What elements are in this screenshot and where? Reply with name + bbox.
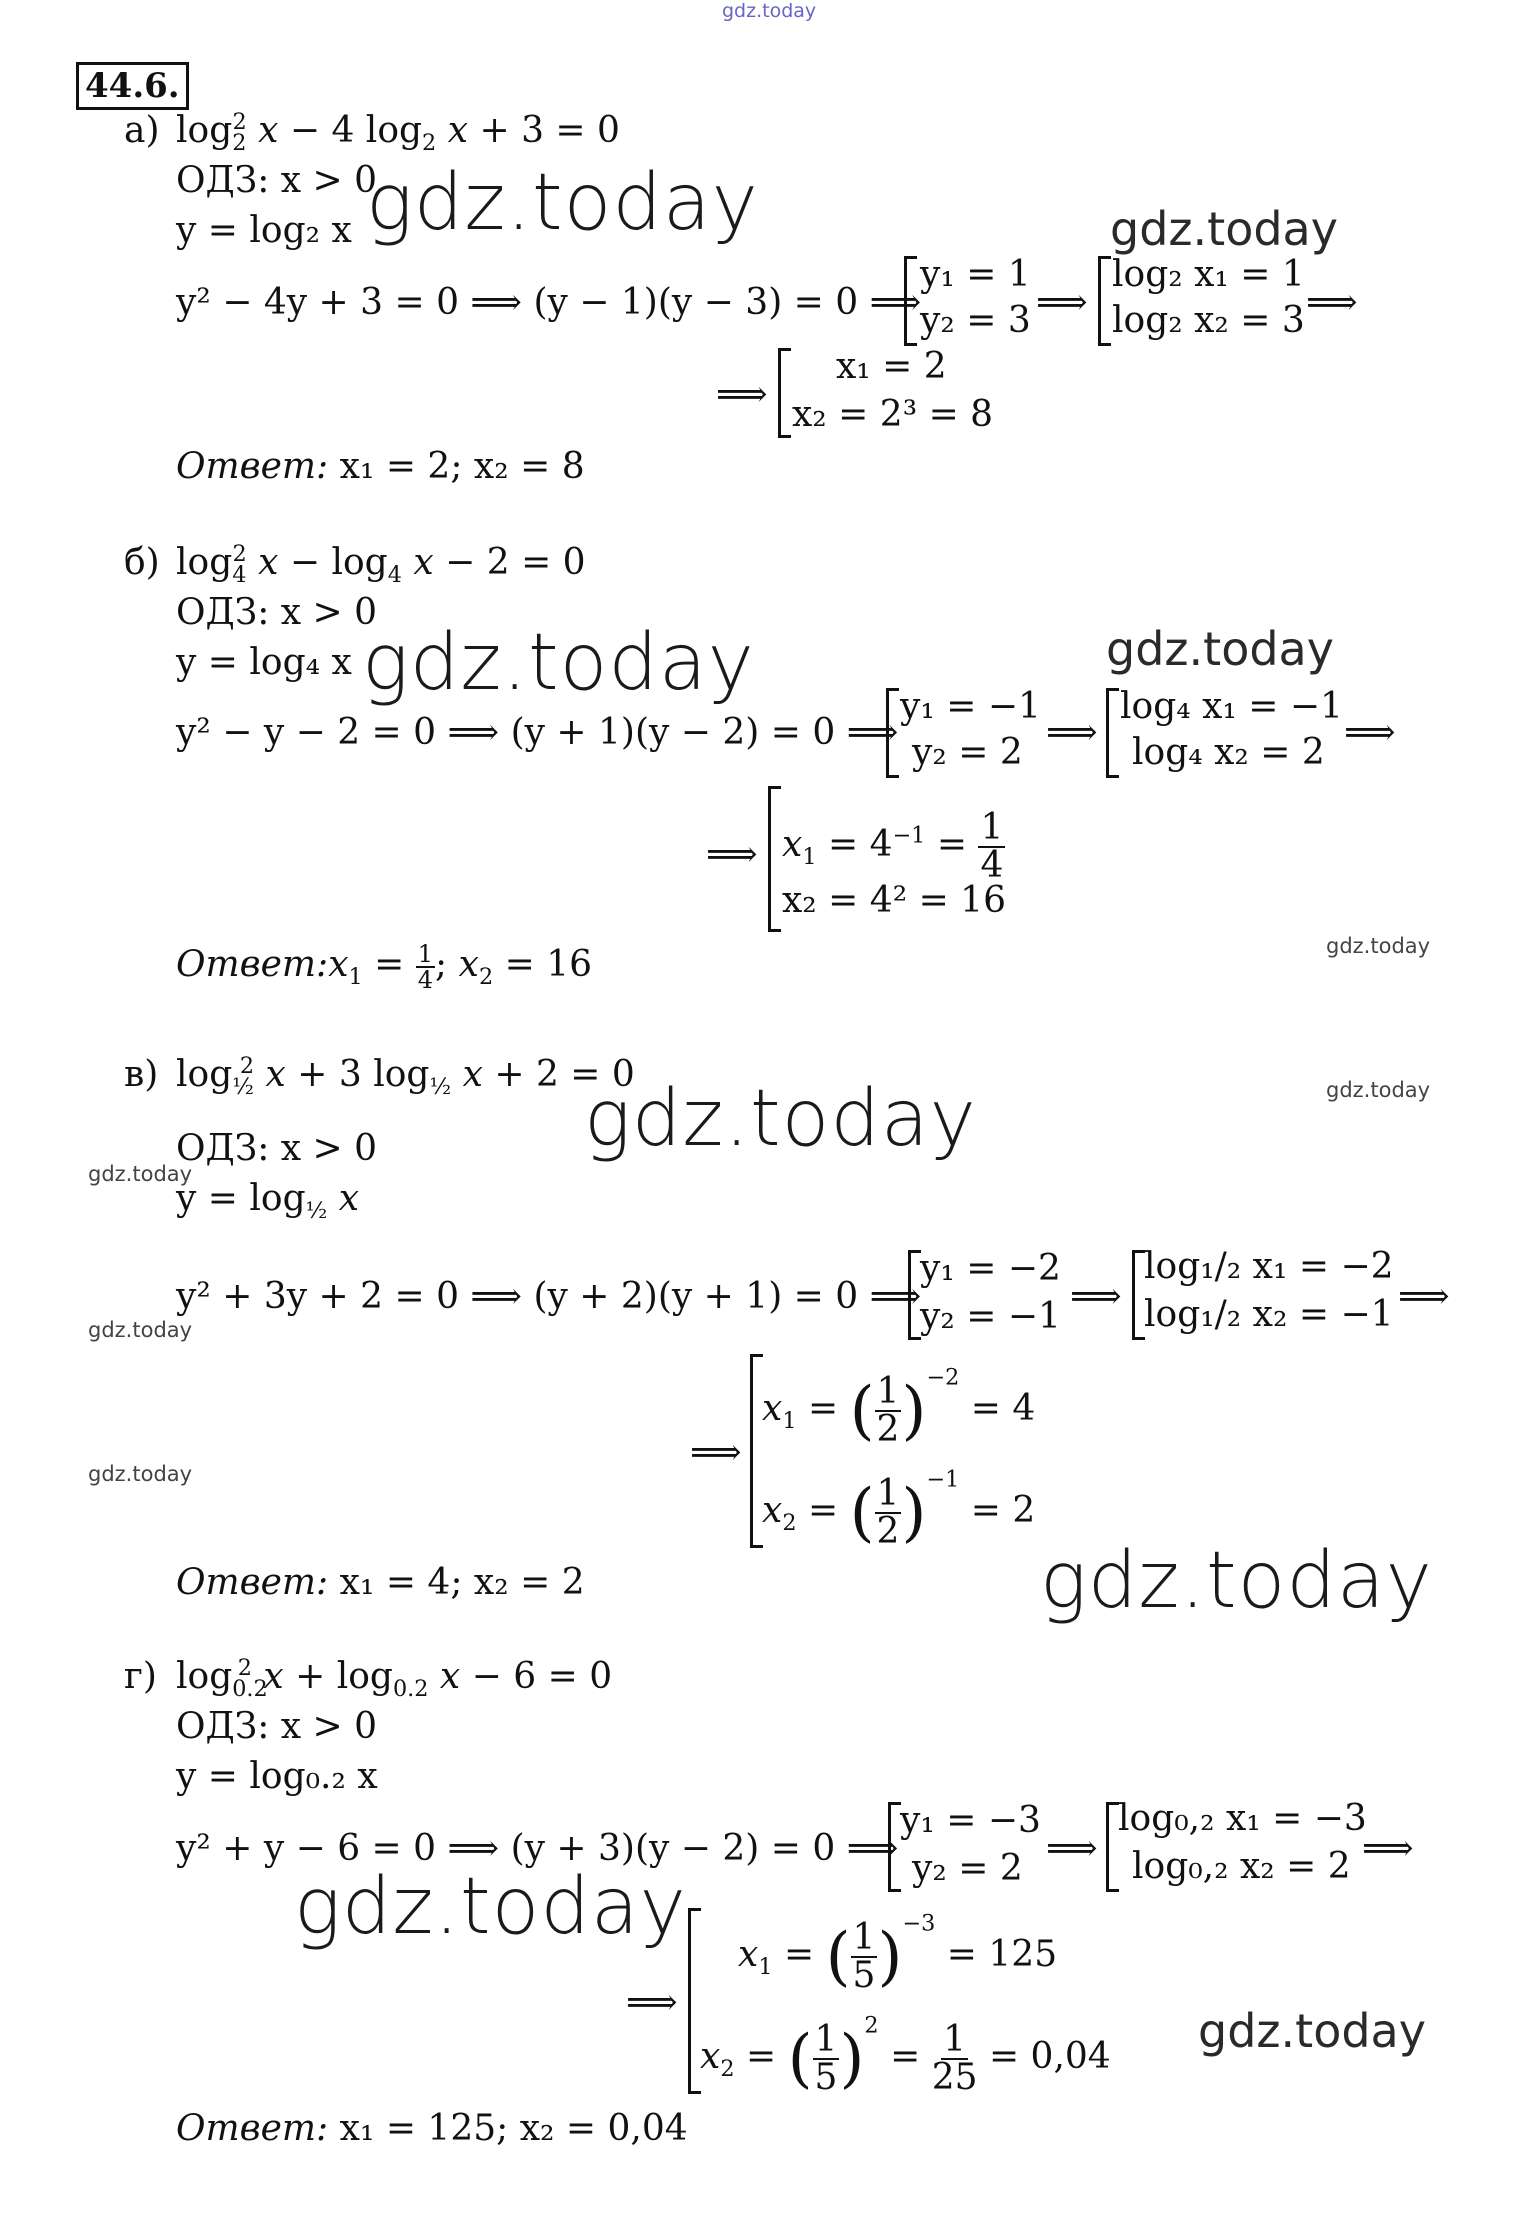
part-v-answer: Ответ: x₁ = 4; x₂ = 2 [176, 1562, 585, 1603]
part-a-answer: Ответ: x₁ = 2; x₂ = 8 [176, 446, 585, 487]
part-a-equation: $\log_2^2 x - 4$ $\log_2 x + 3 = 0$ [176, 108, 620, 156]
watermark-large-5: gdz.today [294, 1862, 687, 1952]
part-a-bracket-2 [1098, 256, 1111, 346]
part-b-odz: ОДЗ: x > 0 [176, 592, 378, 633]
part-b-sys3-r2: x₂ = 4² = 16 [782, 880, 1006, 921]
part-a-implies: ⟹ [1036, 282, 1088, 323]
part-g-answer: Ответ: x₁ = 125; x₂ = 0,04 [176, 2108, 688, 2149]
watermark-large-2: gdz.today [362, 618, 755, 708]
part-g-implies-3: ⟹ [626, 1982, 678, 2023]
part-a-odz: ОДЗ: x > 0 [176, 160, 378, 201]
part-g-sys2-r1: log₀,₂ x₁ = −3 [1118, 1798, 1367, 1839]
part-b-bracket-2 [1106, 688, 1119, 778]
part-a-implies-2: ⟹ [1306, 282, 1358, 323]
part-v-implies: ⟹ [1070, 1276, 1122, 1317]
problem-number: 44.6. [76, 62, 189, 110]
part-g-equation: $\log_{0.2}^2 x + \log_{0.2} x - 6 = 0$ [176, 1654, 613, 1702]
part-b-sys1-r1: y₁ = −1 [900, 686, 1041, 727]
part-g-substitution: y = log₀.₂ x [176, 1756, 378, 1797]
part-v-line1: y² + 3y + 2 = 0 ⟹ (y + 2)(y + 1) = 0 ⟹ [176, 1276, 922, 1317]
watermark-small-3: gdz.today [88, 1162, 193, 1186]
part-g-label: г) [124, 1656, 157, 1697]
watermark-small-2: gdz.today [1326, 1078, 1431, 1102]
part-a-substitution: y = log₂ x [176, 210, 352, 251]
part-b-line1: y² − y − 2 = 0 ⟹ (y + 1)(y − 2) = 0 ⟹ [176, 712, 899, 753]
part-g-sys3-r1: $x_1$ = ( $\frac{1}{5}$ )$^{-3}$ = 125 [738, 1910, 1058, 1996]
part-v-sys1-r1: y₁ = −2 [920, 1248, 1061, 1289]
part-a-sys1-r1: y₁ = 1 [920, 254, 1031, 295]
part-v-implies-2: ⟹ [1398, 1276, 1450, 1317]
part-g-odz: ОДЗ: x > 0 [176, 1706, 378, 1747]
part-a-sys1-r2: y₂ = 3 [920, 300, 1031, 341]
part-g-implies: ⟹ [1046, 1828, 1098, 1869]
part-b-label: б) [124, 542, 160, 583]
part-g-sys1-r2: y₂ = 2 [912, 1848, 1023, 1889]
part-g-line1: y² + y − 6 = 0 ⟹ (y + 3)(y − 2) = 0 ⟹ [176, 1828, 899, 1869]
part-b-equation: $\log_4^2 x - \log_4 x - 2 = 0$ [176, 540, 586, 588]
watermark-large-3: gdz.today [584, 1074, 977, 1164]
part-b-substitution: y = log₄ x [176, 642, 352, 683]
part-v-implies-3: ⟹ [690, 1432, 742, 1473]
part-a-sys2-r1: log₂ x₁ = 1 [1112, 254, 1305, 295]
watermark-mid-1: gdz.today [1110, 202, 1338, 256]
part-a-bracket-1 [904, 256, 917, 346]
part-a-sys3-r2: x₂ = 2³ = 8 [792, 394, 994, 435]
part-v-sys2-r1: log₁/₂ x₁ = −2 [1144, 1246, 1394, 1287]
part-a-bracket-3 [778, 348, 791, 438]
watermark-mid-3: gdz.today [1198, 2004, 1426, 2058]
watermark-small-1: gdz.today [1326, 934, 1431, 958]
part-g-implies-2: ⟹ [1362, 1828, 1414, 1869]
part-b-implies-3: ⟹ [706, 834, 758, 875]
part-a-line1: y² − 4y + 3 = 0 ⟹ (y − 1)(y − 3) = 0 ⟹ [176, 282, 922, 323]
top-watermark: gdz.today [722, 0, 817, 22]
part-b-answer: $Ответ:x_1$ = $\frac{1}{4}$ ; $x_2 = 16$ [176, 940, 592, 994]
part-v-sys1-r2: y₂ = −1 [920, 1296, 1061, 1337]
part-b-sys1-r2: y₂ = 2 [912, 732, 1023, 773]
part-a-sys2-r2: log₂ x₂ = 3 [1112, 300, 1305, 341]
part-v-sys3-r1: $x_1$ = ( $\frac{1}{2}$ )$^{-2}$ = 4 [762, 1364, 1036, 1450]
part-b-sys2-r2: log₄ x₂ = 2 [1132, 732, 1325, 773]
part-b-implies: ⟹ [1046, 712, 1098, 753]
part-v-substitution: $y = \log_{\frac{1}{2}} x$ [176, 1178, 360, 1224]
part-g-sys3-r2: $x_2$ = ( $\frac{1}{5}$ )$^2$ = $\frac{1}{25}$ = 0,04 [700, 2012, 1111, 2098]
part-v-equation: $\log_{\frac{1}{2}}^2 x + 3$ $\log_{\frac{1}{2}} x + 2 = 0$ [176, 1052, 635, 1100]
part-v-label: в) [124, 1054, 159, 1095]
part-b-bracket-3 [768, 786, 781, 932]
part-b-bracket-1 [886, 688, 899, 778]
watermark-mid-2: gdz.today [1106, 622, 1334, 676]
part-a-sys3-r1: x₁ = 2 [836, 346, 947, 387]
part-v-sys3-r2: $x_2$ = ( $\frac{1}{2}$ )$^{-1}$ = 2 [762, 1466, 1036, 1552]
part-v-odz: ОДЗ: x > 0 [176, 1128, 378, 1169]
watermark-small-5: gdz.today [88, 1462, 193, 1486]
part-g-sys1-r1: y₁ = −3 [900, 1800, 1041, 1841]
part-b-sys3-r1: $x_1 = 4^{-1}$ = $\frac{1}{4}$ [782, 807, 1004, 886]
part-a-implies-3: ⟹ [716, 374, 768, 415]
part-b-sys2-r1: log₄ x₁ = −1 [1120, 686, 1343, 727]
part-g-sys2-r2: log₀,₂ x₂ = 2 [1132, 1846, 1351, 1887]
part-a-label: а) [124, 110, 160, 151]
part-b-implies-2: ⟹ [1344, 712, 1396, 753]
watermark-small-4: gdz.today [88, 1318, 193, 1342]
watermark-large-1: gdz.today [366, 158, 759, 248]
part-v-sys2-r2: log₁/₂ x₂ = −1 [1144, 1294, 1394, 1335]
watermark-large-4: gdz.today [1040, 1536, 1433, 1626]
